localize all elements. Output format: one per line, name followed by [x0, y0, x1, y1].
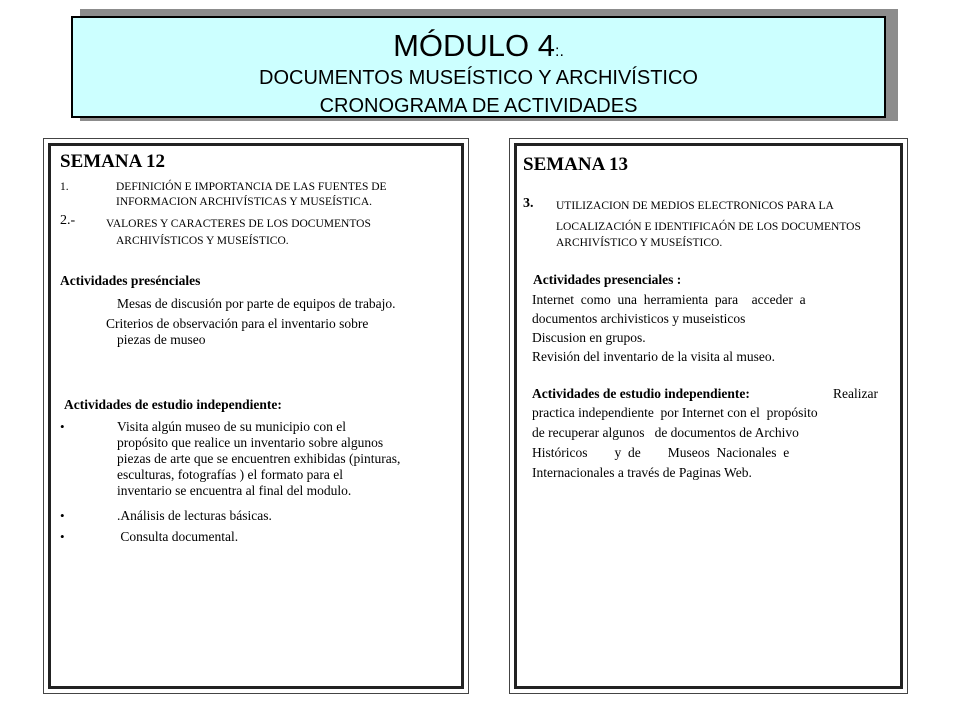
bullet-1-line-5: inventario se encuentra al final del modulo. [117, 483, 352, 498]
independent-study-line-1 [532, 386, 878, 402]
independent-study-heading: Actividades de estudio independiente: [64, 397, 282, 412]
topic-3-line-3: ARCHIVÍSTICO Y MUSEÍSTICO. [556, 237, 723, 249]
activity-observation-line-2: piezas de museo [117, 332, 206, 347]
bullet-icon: • [60, 508, 65, 523]
in-person-activities-heading: Actividades presenciales : [533, 272, 682, 287]
bullet-3-text: Consulta documental. [117, 529, 239, 544]
module-subtitle: DOCUMENTOS MUSEÍSTICO Y ARCHIVÍSTICO [259, 67, 698, 89]
independent-study-line-4: Históricos y de Museos Nacionales e [532, 445, 790, 460]
activity-internet-line-2: documentos archivisticos y museisticos [532, 311, 746, 326]
activity-group-discussion: Discusion en grupos. [532, 330, 646, 345]
week-12-title: SEMANA 12 [60, 151, 166, 172]
independent-study-line-3: de recuperar algunos de documentos de Archivo [532, 425, 799, 440]
topic-2-line-1: VALORES Y CARACTERES DE LOS DOCUMENTOS [106, 218, 371, 230]
module-title [73, 28, 884, 70]
independent-study-line-5: Internacionales a través de Paginas Web. [532, 465, 752, 480]
week-13-panel [509, 138, 908, 694]
in-person-activities-heading: Actividades presénciales [60, 273, 201, 288]
independent-study-first-word: Realizar [833, 386, 878, 401]
activity-discussion-tables: Mesas de discusión por parte de equipos de trabajo. [117, 296, 396, 311]
topic-1-line-1: DEFINICIÓN E IMPORTANCIA DE LAS FUENTES DE [116, 181, 387, 193]
module-title-suffix: :. [555, 43, 564, 60]
topic-3-line-1: UTILIZACION DE MEDIOS ELECTRONICOS PARA LA [556, 200, 834, 212]
activity-inventory-review: Revisión del inventario de la visita al museo. [532, 349, 775, 364]
independent-study-heading: Actividades de estudio independiente: [532, 386, 750, 401]
bullet-icon: • [60, 419, 65, 434]
bullet-1-line-4: esculturas, fotografías ) el formato para el [117, 467, 344, 482]
bullet-icon: • [60, 529, 65, 544]
topic-2-number: 2.- [60, 213, 76, 228]
topic-1-line-2: INFORMACION ARCHIVÍSTICAS Y MUSEÍSTICA. [116, 196, 373, 208]
bullet-1-line-3: piezas de arte que se encuentren exhibidas (pinturas, [117, 451, 401, 466]
title-banner [71, 16, 886, 118]
week-13-title: SEMANA 13 [523, 154, 629, 175]
bullet-1-line-1: Visita algún museo de su municipio con el [117, 419, 347, 434]
schedule-heading: CRONOGRAMA DE ACTIVIDADES [319, 95, 638, 117]
topic-1-number: 1. [60, 181, 69, 193]
activity-observation-line-1: Criterios de observación para el inventario sobre [106, 316, 369, 331]
week-12-panel [43, 138, 469, 694]
module-title-text: MÓDULO 4 [393, 28, 556, 63]
topic-2-line-2: ARCHIVÍSTICOS Y MUSEÍSTICO. [116, 235, 289, 247]
topic-3-line-2: LOCALIZACIÓN E IDENTIFICAÓN DE LOS DOCUMENTOS [556, 221, 861, 233]
bullet-2-text: .Análisis de lecturas básicas. [117, 508, 272, 523]
bullet-1-line-2: propósito que realice un inventario sobre algunos [117, 435, 384, 450]
independent-study-line-2: practica independiente por Internet con el propósito [532, 405, 818, 420]
activity-internet-line-1: Internet como una herramienta para acceder a [532, 292, 806, 307]
topic-3-number: 3. [523, 196, 534, 211]
